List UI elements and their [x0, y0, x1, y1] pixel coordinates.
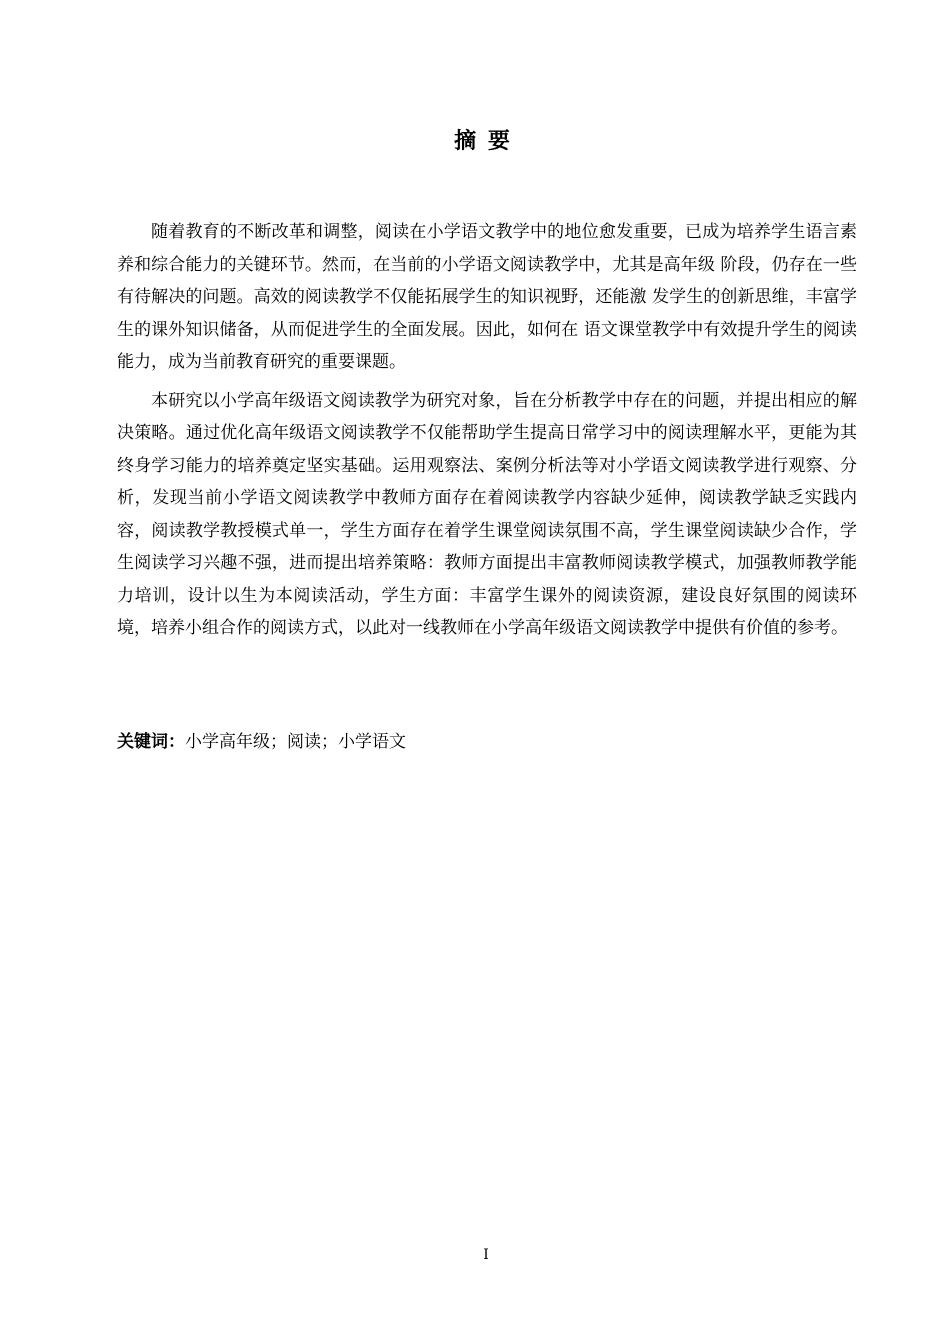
- abstract-title: 摘 要: [454, 129, 512, 154]
- keywords-label: 关键词：: [117, 732, 185, 752]
- keywords-value: 小学高年级；阅读；小学语文: [185, 732, 406, 752]
- abstract-paragraph-2: 本研究以小学高年级语文阅读教学为研究对象，旨在分析教学中存在的问题，并提出相应的解决策略。通过优化高年级语文阅读教学不仅能帮助学生提高日常学习中的阅读理解水平，更能为其终身学习能力的培养奠定坚实基础。运用观察法、案例分析法等对小学语文阅读教学进行观察、分析，发现当前小学语文阅读教学中教师方面存在着阅读教学内容缺少延伸，阅读教学缺乏实践内容，阅读教学教授模式单一，学生方面存在着学生课堂阅读氛围不高，学生课堂阅读缺少合作，学生阅读学习兴趣不强，进而提出培养策略：教师方面提出丰富教师阅读教学模式，加强教师教学能力培训，设计以生为本阅读活动，学生方面：丰富学生课外的阅读资源，建设良好氛围的阅读环境，培养小组合作的阅读方式，以此对一线教师在小学高年级语文阅读教学中提供有价值的参考。: [117, 390, 857, 638]
- abstract-body: [117, 216, 857, 645]
- abstract-paragraph-1: 随着教育的不断改革和调整，阅读在小学语文教学中的地位愈发重要，已成为培养学生语言素养和综合能力的关键环节。然而，在当前的小学语文阅读教学中，尤其是高年级 阶段，仍存在一些有待解决的问题。高效的阅读教学不仅能拓展学生的知识视野，还能激 发学生的创新思维，丰富学生的课外知识储备，从而促进学生的全面发展。因此，如何在 语文课堂教学中有效提升学生的阅读能力，成为当前教育研究的重要课题。: [117, 222, 857, 372]
- page-number: I: [483, 1247, 489, 1263]
- keywords-line: [117, 728, 857, 756]
